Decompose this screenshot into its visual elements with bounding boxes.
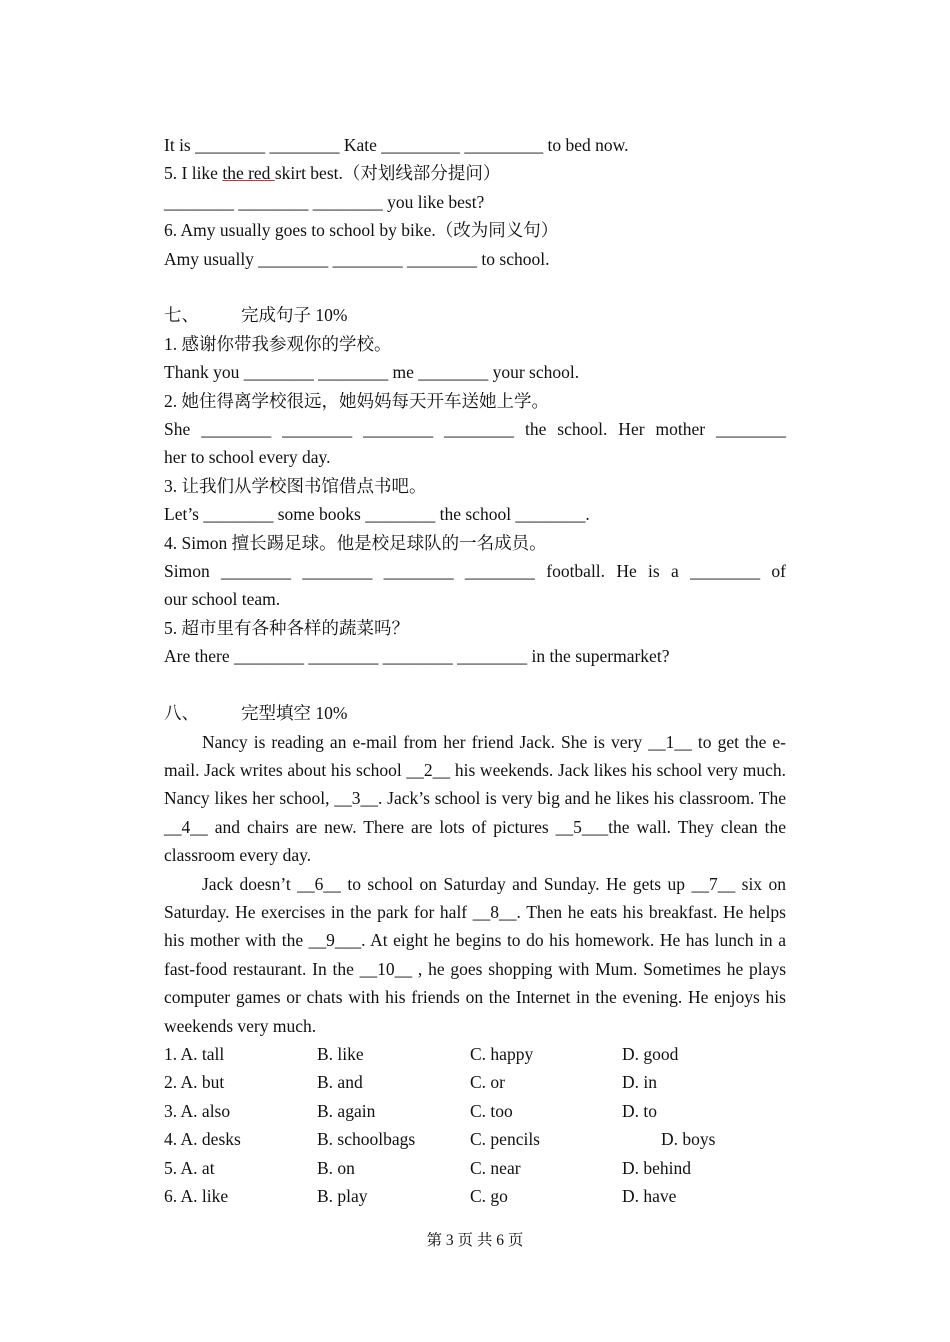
question-6: 6. Amy usually goes to school by bike.（改为同义句）	[164, 220, 559, 241]
answer-line: our school team.	[164, 589, 281, 610]
answer-line: Simon ________ ________ ________ ________ football. He is a ________ of	[164, 561, 786, 582]
answer-line: Let’s ________ some books ________ the school ________.	[164, 504, 590, 525]
option-b: B. schoolbags	[317, 1129, 416, 1150]
sentence-prompt: 5. 超市里有各种各样的蔬菜吗？	[164, 617, 409, 638]
option-row	[164, 1097, 786, 1125]
option-d: D. good	[622, 1043, 679, 1064]
cloze-paragraph-2: Jack doesn’t __6__ to school on Saturday and Sunday. He gets up __7__ six on Saturday. He exercises in the park for half __8__. Then he eats his breakfast. He helps his mother with the __9___. At eight he begins to do his homework. He has lunch in a fast-food restaurant. In the __10__ , he goes shopping with Mum. Sometimes he plays computer games or chats with his friends on the Internet in the evening. He enjoys his weekends very much.	[164, 873, 786, 1036]
worksheet-page	[164, 131, 786, 1210]
sentence-prompt: 2. 她住得离学校很远，她妈妈每天开车送她上学。	[164, 390, 549, 411]
section-number: 七、	[164, 305, 199, 326]
option-c: C. go	[470, 1185, 508, 1206]
option-row	[164, 1154, 786, 1182]
option-c: C. too	[470, 1100, 513, 1121]
options-list	[164, 1040, 786, 1210]
option-b: B. on	[317, 1157, 355, 1178]
answer-line: She ________ ________ ________ ________ the school. Her mother ________	[164, 419, 786, 440]
sentence-prompt: 1. 感谢你带我参观你的学校。	[164, 333, 392, 354]
answer-line: Amy usually ________ ________ ________ to school.	[164, 248, 550, 269]
option-b: B. play	[317, 1185, 368, 1206]
underlined-phrase: the red	[222, 163, 275, 184]
option-b: B. like	[317, 1043, 364, 1064]
sentence-prompt: 4. Simon 擅长踢足球。他是校足球队的一名成员。	[164, 532, 547, 553]
answer-line: Thank you ________ ________ me ________ your school.	[164, 362, 580, 383]
option-a: 4. A. desks	[164, 1129, 241, 1150]
option-c: C. pencils	[470, 1129, 540, 1150]
option-row	[164, 1040, 786, 1068]
question-5	[164, 159, 786, 187]
option-c: C. near	[470, 1157, 521, 1178]
option-d: D. to	[622, 1100, 657, 1121]
option-row	[164, 1125, 786, 1153]
option-b: B. and	[317, 1072, 363, 1093]
option-d: D. boys	[661, 1129, 716, 1150]
option-a: 3. A. also	[164, 1100, 231, 1121]
answer-line: her to school every day.	[164, 447, 331, 468]
option-d: D. have	[622, 1185, 677, 1206]
option-c: C. happy	[470, 1043, 534, 1064]
answer-line: It is ________ ________ Kate _________ _________ to bed now.	[164, 135, 629, 155]
option-row	[164, 1068, 786, 1096]
section-title: 完型填空 10%	[241, 703, 348, 724]
option-a: 5. A. at	[164, 1157, 215, 1178]
option-d: D. behind	[622, 1157, 692, 1178]
section-7-heading	[164, 301, 786, 329]
question-text: skirt best.（对划线部分提问）	[274, 163, 501, 184]
question-text: 5. I like	[164, 163, 223, 184]
cloze-paragraph-1: Nancy is reading an e-mail from her friend Jack. She is very __1__ to get the e-mail. Jack writes about his school __2__ his weekends. Jack likes his school very much. Nancy likes her school, __3__. Jack’s school is very big and he likes his classroom. The __4__ and chairs are new. There are lots of pictures __5___the wall. They clean the classroom every day.	[164, 731, 786, 866]
section-title: 完成句子 10%	[241, 305, 348, 326]
option-a: 1. A. tall	[164, 1043, 225, 1064]
option-row	[164, 1182, 786, 1210]
sentence-prompt: 3. 让我们从学校图书馆借点书吧。	[164, 475, 427, 496]
option-c: C. or	[470, 1072, 505, 1093]
answer-line: ________ ________ ________ you like best?	[164, 191, 485, 212]
answer-line: Are there ________ ________ ________ ________ in the supermarket?	[164, 646, 670, 667]
section-8-heading	[164, 699, 786, 727]
page-footer: 第 3 页 共 6 页	[426, 1232, 524, 1249]
option-a: 6. A. like	[164, 1185, 229, 1206]
section-number: 八、	[164, 703, 199, 724]
option-a: 2. A. but	[164, 1072, 225, 1093]
option-d: D. in	[622, 1072, 657, 1093]
option-b: B. again	[317, 1100, 376, 1121]
